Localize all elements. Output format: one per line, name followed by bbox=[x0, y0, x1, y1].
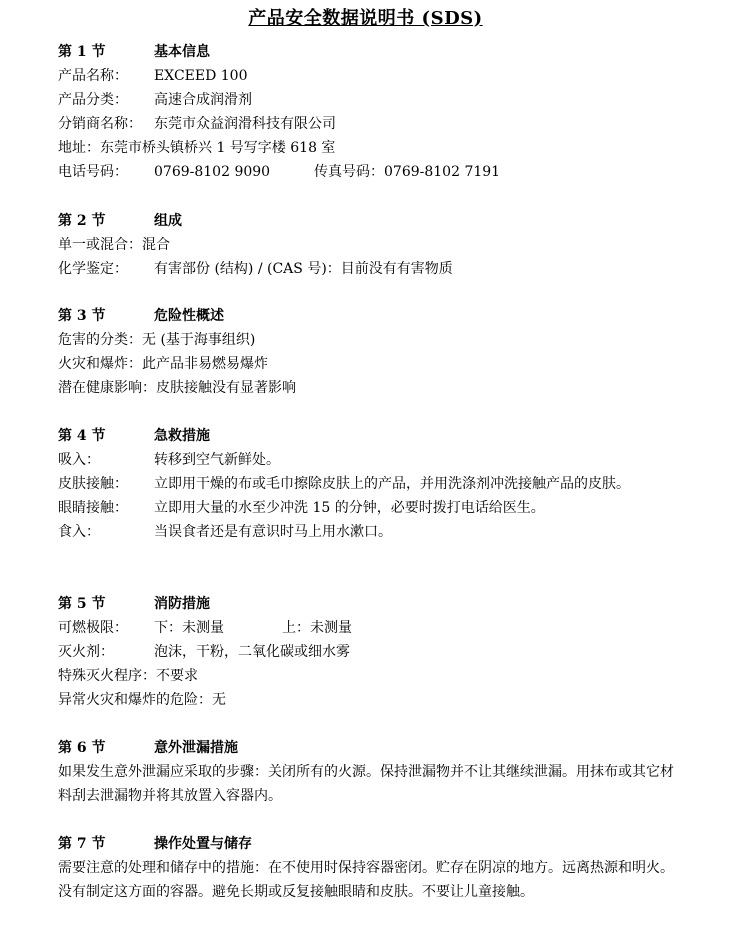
flammable-limit-label: 可燃极限： bbox=[58, 620, 128, 636]
section-number: 第 4 节 bbox=[58, 428, 106, 444]
special-procedure-text: 特殊灭火程序：不要求 bbox=[58, 668, 198, 684]
section-title: 急救措施 bbox=[154, 428, 210, 444]
section-firefighting bbox=[58, 592, 678, 712]
extinguisher-value: 泡沫，干粉，二氧化碳或细水雾 bbox=[154, 644, 350, 660]
section-number: 第 1 节 bbox=[58, 44, 106, 60]
section-number: 第 6 节 bbox=[58, 740, 106, 756]
section-composition bbox=[58, 209, 678, 281]
eye-value: 立即用大量的水至少冲洗 15 的分钟，必要时拨打电话给医生。 bbox=[154, 500, 545, 516]
section-heading bbox=[58, 304, 678, 328]
mix-text: 单一或混合：混合 bbox=[58, 237, 170, 253]
extinguisher-row bbox=[58, 640, 678, 664]
phone-label: 电话号码： bbox=[58, 164, 128, 180]
section-heading bbox=[58, 209, 678, 233]
lower-limit: 下：未测量 bbox=[154, 620, 224, 636]
address-text: 地址：东莞市桥头镇桥兴 1 号写字楼 618 室 bbox=[58, 140, 336, 156]
inhale-row bbox=[58, 448, 678, 472]
health-text: 潜在健康影响：皮肤接触没有显著影响 bbox=[58, 380, 296, 396]
category-row bbox=[58, 88, 678, 112]
section-heading bbox=[58, 736, 678, 760]
fire-text: 火灾和爆炸：此产品非易燃易爆炸 bbox=[58, 356, 268, 372]
fax-text: 传真号码：0769-8102 7191 bbox=[314, 164, 501, 180]
section-title: 危险性概述 bbox=[154, 308, 224, 324]
chemical-id-label: 化学鉴定： bbox=[58, 261, 128, 277]
eye-row bbox=[58, 496, 678, 520]
section-heading bbox=[58, 832, 678, 856]
distributor-row bbox=[58, 112, 678, 136]
section-first-aid bbox=[58, 424, 678, 544]
unusual-hazard-text: 异常火灾和爆炸的危险：无 bbox=[58, 692, 226, 708]
ingest-label: 食入： bbox=[58, 524, 100, 540]
chemical-id-row bbox=[58, 257, 678, 281]
special-procedure-row bbox=[58, 664, 678, 688]
inhale-label: 吸入： bbox=[58, 452, 100, 468]
distributor-label: 分销商名称： bbox=[58, 116, 142, 132]
section-number: 第 2 节 bbox=[58, 213, 106, 229]
health-row bbox=[58, 376, 678, 400]
inhale-value: 转移到空气新鲜处。 bbox=[154, 452, 280, 468]
section-heading bbox=[58, 424, 678, 448]
fire-row bbox=[58, 352, 678, 376]
section-number: 第 5 节 bbox=[58, 596, 106, 612]
section-title: 消防措施 bbox=[154, 596, 210, 612]
hazard-text: 危害的分类：无 (基于海事组织) bbox=[58, 332, 256, 348]
distributor-value: 东莞市众益润滑科技有限公司 bbox=[154, 116, 336, 132]
ingest-value: 当误食者还是有意识时马上用水漱口。 bbox=[154, 524, 392, 540]
unusual-hazard-row bbox=[58, 688, 678, 712]
section-title: 组成 bbox=[154, 213, 182, 229]
product-name-row bbox=[58, 64, 678, 88]
category-label: 产品分类： bbox=[58, 92, 128, 108]
section-hazards bbox=[58, 304, 678, 400]
page-title: 产品安全数据说明书 (SDS) bbox=[248, 8, 483, 29]
skin-value: 立即用干燥的布或毛巾擦除皮肤上的产品，并用洗涤剂冲洗接触产品的皮肤。 bbox=[154, 476, 630, 492]
storage-paragraph: 需要注意的处理和储存中的措施：在不使用时保持容器密闭。贮存在阴凉的地方。远离热源和明火。没有制定这方面的容器。避免长期或反复接触眼睛和皮肤。不要让儿童接触。 bbox=[58, 860, 674, 900]
section-heading bbox=[58, 40, 678, 64]
phone-value: 0769-8102 9090 bbox=[154, 164, 271, 180]
product-name-label: 产品名称： bbox=[58, 68, 128, 84]
section-number: 第 7 节 bbox=[58, 836, 106, 852]
contact-row bbox=[58, 160, 678, 184]
extinguisher-label: 灭火剂： bbox=[58, 644, 114, 660]
section-title: 意外泄漏措施 bbox=[154, 740, 238, 756]
section-title: 基本信息 bbox=[154, 44, 210, 60]
mix-row bbox=[58, 233, 678, 257]
upper-limit: 上：未测量 bbox=[282, 620, 352, 636]
section-accidental-release bbox=[58, 736, 678, 808]
section-title: 操作处置与储存 bbox=[154, 836, 252, 852]
address-row bbox=[58, 136, 678, 160]
section-basic-info bbox=[58, 40, 678, 184]
skin-label: 皮肤接触： bbox=[58, 476, 128, 492]
skin-row bbox=[58, 472, 678, 496]
eye-label: 眼睛接触： bbox=[58, 500, 128, 516]
section-handling-storage bbox=[58, 832, 678, 904]
product-name-value: EXCEED 100 bbox=[154, 68, 248, 84]
chemical-id-value: 有害部份 (结构) / (CAS 号)：目前没有有害物质 bbox=[154, 261, 453, 277]
ingest-row bbox=[58, 520, 678, 544]
section-number: 第 3 节 bbox=[58, 308, 106, 324]
category-value: 高速合成润滑剂 bbox=[154, 92, 252, 108]
flammable-limit-row bbox=[58, 616, 678, 640]
release-paragraph: 如果发生意外泄漏应采取的步骤：关闭所有的火源。保持泄漏物并不让其继续泄漏。用抹布或其它材料刮去泄漏物并将其放置入容器内。 bbox=[58, 764, 674, 804]
section-heading bbox=[58, 592, 678, 616]
hazard-row bbox=[58, 328, 678, 352]
